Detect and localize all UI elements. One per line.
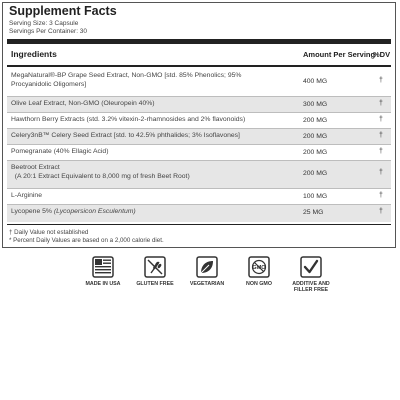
header-divider: [7, 65, 391, 67]
usa-flag-icon: [92, 256, 114, 278]
checkmark-icon: [300, 256, 322, 278]
svg-text:GMO: GMO: [252, 265, 266, 271]
thick-divider: [7, 39, 391, 44]
ingredient-name: MegaNatural®-BP Grape Seed Extract, Non-GMO [std. 85% Phenolics; 95% Procyanidolic Oligomers]: [11, 72, 242, 88]
ingredient-dv: †: [379, 169, 383, 176]
ingredient-name: L-Arginine: [11, 192, 42, 199]
ingredient-name: Olive Leaf Extract, Non-GMO (Oleuropein 40%): [11, 100, 155, 107]
ingredient-dv: †: [379, 192, 383, 199]
ingredient-amount: 300 MG: [303, 101, 328, 108]
header-ingredients: Ingredients: [11, 49, 57, 59]
ingredient-amount: 25 MG: [303, 209, 324, 216]
ingredient-dv: †: [379, 132, 383, 139]
table-row: [7, 145, 391, 161]
leaf-icon: [196, 256, 218, 278]
table-row: [7, 189, 391, 205]
ingredient-name: Pomegranate (40% Ellagic Acid): [11, 148, 109, 155]
badge-label: ADDITIVE AND FILLER FREE: [292, 281, 330, 293]
ingredient-name: Beetroot Extract (A 20:1 Extract Equivalent to 8,000 mg of fresh Beet Root): [11, 164, 190, 180]
ingredient-dv: †: [379, 77, 383, 84]
ingredient-name: Celery3nB™ Celery Seed Extract [std. to 42.5% phthalides; 3% Isoflavones]: [11, 132, 240, 139]
table-row: [7, 69, 391, 97]
ingredient-dv: †: [379, 100, 383, 107]
footnote-daily-value: † Daily Value not established: [9, 229, 89, 236]
badge-label: MADE IN USA: [85, 281, 121, 287]
badge-additive-filler-free: [286, 256, 336, 293]
non-gmo-icon: [248, 256, 270, 278]
badge-row: [78, 256, 338, 306]
badge-label: VEGETARIAN: [189, 281, 225, 287]
ingredient-name: Hawthorn Berry Extracts (std. 3.2% vitexin-2-rhamnosides and 2% flavonoids): [11, 116, 246, 123]
panel-title: Supplement Facts: [9, 4, 117, 18]
ingredient-amount: 200 MG: [303, 133, 328, 140]
badge-gluten-free: [130, 256, 180, 287]
table-header: [11, 49, 391, 63]
footer-divider: [7, 224, 391, 225]
ingredient-amount: 400 MG: [303, 78, 328, 85]
table-row: [7, 113, 391, 129]
ingredient-dv: †: [379, 148, 383, 155]
badge-label: NON GMO: [246, 281, 272, 287]
ingredient-dv: †: [379, 116, 383, 123]
ingredient-dv: †: [379, 208, 383, 215]
table-row: [7, 97, 391, 113]
badge-non-gmo: [234, 256, 284, 287]
table-row: [7, 161, 391, 189]
badge-vegetarian: [182, 256, 232, 287]
ingredient-amount: 200 MG: [303, 149, 328, 156]
ingredient-table: [7, 69, 391, 222]
serving-size: Serving Size: 3 Capsule: [9, 20, 79, 27]
badge-label: GLUTEN FREE: [136, 281, 174, 287]
header-dv: %DV: [373, 50, 391, 59]
gluten-free-icon: [144, 256, 166, 278]
ingredient-amount: 200 MG: [303, 117, 328, 124]
footnote-calorie-diet: * Percent Daily Values are based on a 2,000 calorie diet.: [9, 237, 164, 244]
table-row: [7, 129, 391, 145]
ingredient-amount: 100 MG: [303, 193, 328, 200]
ingredient-name: Lycopene 5% (Lycopersicon Esculentum): [11, 208, 136, 215]
table-row: [7, 205, 391, 222]
header-amount: Amount Per Serving: [303, 50, 376, 59]
ingredient-amount: 200 MG: [303, 170, 328, 177]
servings-per-container: Servings Per Container: 30: [9, 28, 88, 35]
badge-made-in-usa: [78, 256, 128, 287]
supplement-facts-panel: [2, 2, 396, 248]
